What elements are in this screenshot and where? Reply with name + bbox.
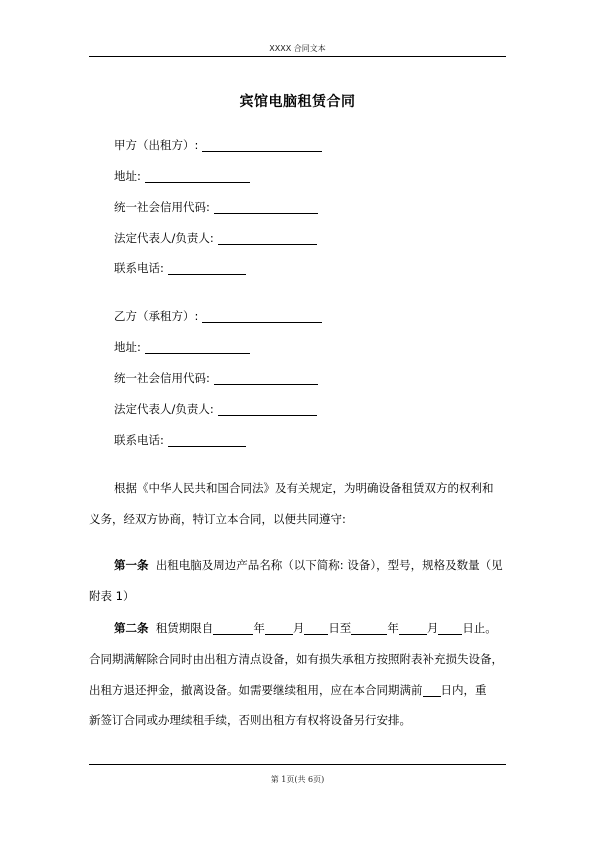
document-title: 宾馆电脑租赁合同 — [239, 94, 356, 110]
party-b-name-field — [114, 309, 322, 323]
party-b-phone-field — [114, 433, 246, 447]
party-a-credit-code-label: 统一社会信用代码: — [114, 200, 210, 214]
preamble-line-2: 义务，经双方协商，特订立本合同，以便共同遵守: — [89, 512, 346, 526]
end-year-label: 年 — [387, 621, 399, 635]
party-a-phone-field — [114, 261, 246, 275]
party-a-rep-label: 法定代表人/负责人: — [114, 231, 214, 245]
party-a-phone-label: 联系电话: — [114, 261, 164, 275]
start-day-blank[interactable] — [304, 623, 328, 635]
article-2-line-3-prefix: 出租方退还押金，撤离设备。如需要继续租用，应在本合同期满前 — [89, 683, 423, 697]
start-year-blank[interactable] — [213, 623, 253, 635]
party-b-credit-code-field — [114, 371, 318, 385]
page-footer: 第 1页(共 6页) — [270, 775, 325, 784]
party-b-name-label: 乙方（承租方）: — [114, 309, 199, 323]
end-year-blank[interactable] — [351, 623, 387, 635]
end-month-label: 月 — [426, 621, 439, 635]
start-day-label: 日至 — [328, 621, 352, 635]
party-a-address-label: 地址: — [114, 169, 141, 183]
party-a-name-label: 甲方（出租方）: — [114, 138, 199, 152]
party-a-phone-blank[interactable] — [168, 263, 246, 275]
renewal-days-blank[interactable] — [423, 685, 441, 697]
party-b-rep-blank[interactable] — [218, 404, 317, 416]
party-b-credit-code-label: 统一社会信用代码: — [114, 371, 210, 385]
article-2-term-prefix: 租赁期限自 — [155, 621, 214, 635]
article-2-line-3 — [89, 683, 509, 697]
end-month-blank[interactable] — [399, 623, 427, 635]
party-b-rep-label: 法定代表人/负责人: — [114, 402, 214, 416]
party-a-address-field — [114, 169, 250, 183]
party-a-name-field — [114, 138, 322, 152]
article-2-line-3-suffix: 日内，重 — [440, 683, 487, 697]
party-b-address-field — [114, 340, 250, 354]
article-2-line-2: 合同期满解除合同时由出租方清点设备，如有损失承租方按照附表补充损失设备， — [89, 652, 503, 666]
party-b-credit-code-blank[interactable] — [214, 373, 318, 385]
end-day-blank[interactable] — [438, 623, 462, 635]
preamble-line-1: 根据《中华人民共和国合同法》及有关规定，为明确设备租赁双方的权利和 — [114, 481, 494, 495]
article-2-line-1 — [114, 621, 497, 635]
page-header: XXXX 合同文本 — [269, 44, 326, 53]
start-month-label: 月 — [292, 621, 305, 635]
party-b-phone-label: 联系电话: — [114, 433, 164, 447]
start-year-label: 年 — [253, 621, 265, 635]
party-b-rep-field — [114, 402, 317, 416]
party-a-address-blank[interactable] — [145, 171, 250, 183]
party-a-credit-code-field — [114, 200, 318, 214]
party-b-name-blank[interactable] — [202, 311, 322, 323]
party-a-rep-blank[interactable] — [218, 233, 317, 245]
party-b-address-label: 地址: — [114, 340, 141, 354]
party-b-phone-blank[interactable] — [168, 435, 246, 447]
article-1-text: 出租电脑及周边产品名称（以下简称: 设备），型号，规格及数量（见 — [155, 558, 503, 572]
article-1-heading: 第一条 — [114, 558, 149, 572]
party-b-address-blank[interactable] — [145, 342, 250, 354]
header-divider — [89, 56, 506, 57]
article-1-line-1 — [114, 558, 503, 572]
end-day-label: 日止。 — [462, 621, 497, 635]
start-month-blank[interactable] — [265, 623, 293, 635]
party-a-name-blank[interactable] — [202, 140, 322, 152]
party-a-rep-field — [114, 231, 317, 245]
article-1-line-2: 附表 1） — [89, 589, 135, 603]
party-a-credit-code-blank[interactable] — [214, 202, 318, 214]
article-2-line-4: 新签订合同或办理续租手续，否则出租方有权将设备另行安排。 — [89, 713, 411, 727]
article-2-heading: 第二条 — [114, 621, 149, 635]
footer-divider — [89, 764, 506, 765]
